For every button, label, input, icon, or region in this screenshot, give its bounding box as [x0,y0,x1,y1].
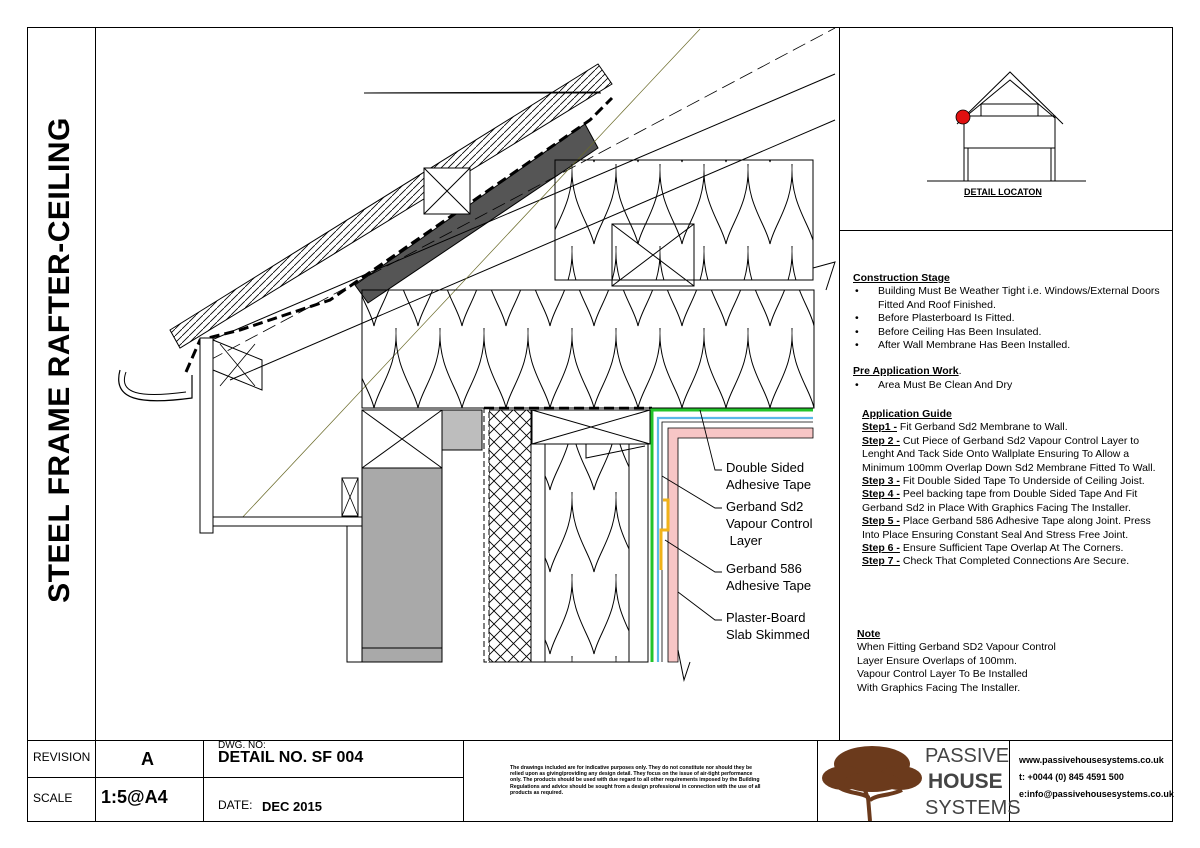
step-4: Step 4 - Peel backing tape from Double Sided Tape And Fit Gerband Sd2 in Place With Graphics Facing The Installer. [862,488,1138,514]
construction-notes: Construction Stage • Building Must Be Weather Tight i.e. Windows/External Doors Fitted And Roof Finished. • Before Plasterboard Is Fitted. • Before Ceiling Has Been Insulated. • After Wall Membrane Has Been Installed. Pre Application Work. • Area Must Be Clean And Dry [853,272,1163,392]
contact-email[interactable]: e:info@passivehousesystems.co.uk [1019,789,1174,799]
revision-label: REVISION [33,750,91,764]
location-caption: DETAIL LOCATON [964,187,1042,197]
construction-stage-item: • Before Plasterboard Is Fitted. [853,312,1163,325]
pre-application-item: • Area Must Be Clean And Dry [853,379,1163,392]
note-heading: Note [857,628,881,640]
outer-block-leaf [362,468,442,662]
location-panel-divider [839,230,1173,231]
brand-passive: PASSIVE [925,745,1010,767]
note-line: With Graphics Facing The Installer. [857,681,1021,694]
label-plasterboard: Plaster-Board Slab Skimmed [726,610,810,642]
label-double-sided-tape: Double Sided Adhesive Tape [726,460,812,492]
step-6: Step 6 - Ensure Sufficient Tape Overlap At The Corners. [862,542,1124,555]
brand-systems: SYSTEMS [925,797,1021,819]
date-label: DATE: [218,798,253,812]
detail-location-diagram [840,28,1172,228]
application-guide-heading: Application Guide [862,408,952,420]
drawing-title: STEEL FRAME RAFTER-CEILING [43,117,76,603]
date-value: DEC 2015 [262,799,322,814]
brand-house: HOUSE [928,770,1003,793]
location-marker-icon [956,110,970,124]
tb-divider [203,740,204,822]
scale-label: SCALE [33,791,73,805]
tb-row-line [27,777,204,778]
construction-stage-item: • Before Ceiling Has Been Insulated. [853,326,1163,339]
tree-logo-icon [820,742,924,822]
step-5: Step 5 - Place Gerband 586 Adhesive Tape along Joint. Press Into Place Ensuring Constant Seal And Stress Free Joint. [862,515,1151,541]
note-line: Layer Ensure Overlaps of 100mm. [857,654,1017,667]
note-line: When Fitting Gerband SD2 Vapour Control [857,641,1056,654]
step-3: Step 3 - Fit Double Sided Tape To Underside of Ceiling Joist. [862,475,1145,488]
pre-application-heading: Pre Application Work [853,365,959,378]
step-7: Step 7 - Check That Completed Connections Are Secure. [862,555,1130,568]
contact-website[interactable]: www.passivehousesystems.co.uk [1019,755,1164,765]
construction-stage-heading: Construction Stage [853,272,950,284]
construction-stage-item: • After Wall Membrane Has Been Installed. [853,339,1163,352]
dwg-no-value: DETAIL NO. SF 004 [218,749,364,766]
tb-divider [463,740,464,822]
tb-row-line [203,777,464,778]
application-guide [862,408,1164,569]
installation-note [857,628,1157,695]
dwg-no-label: DWG. NO: [218,740,266,751]
revision-value: A [141,749,154,769]
scale-value: 1:5@A4 [101,787,168,807]
label-sd2-vapour-layer: Gerband Sd2 Vapour Control Layer [726,499,813,548]
construction-stage-item: • Building Must Be Weather Tight i.e. Windows/External Doors Fitted And Roof Finished. [853,285,1163,312]
tb-divider [817,740,818,822]
contact-phone: t: +0044 (0) 845 4591 500 [1019,772,1124,782]
label-586-tape: Gerband 586 Adhesive Tape [726,561,812,593]
step-2: Step 2 - Cut Piece of Gerband Sd2 Vapour Control Layer to Lenght And Tack Side Onto Wallplate Ensuring To Allow a Minimum 100mm Overlap Down Sd2 Membrane Fitted To Wall. [862,434,1156,474]
note-line: Vapour Control Layer To Be Installed [857,668,1028,681]
title-block-top-line [27,740,1173,741]
disclaimer: The drawings included are for indicative purposes only. They do not constitute nor should they be relied upon as giving/providing any design detail. They focus on the issue of air-tight performance only. The products should be used with due regard to all other requirements imposed by the Building Regulations and advice should be sought from a design professional in connection with the use of all products as required. [510,765,761,796]
step-1: Step1 - Fit Gerband Sd2 Membrane to Wall. [862,421,1068,434]
tb-divider [95,740,96,822]
